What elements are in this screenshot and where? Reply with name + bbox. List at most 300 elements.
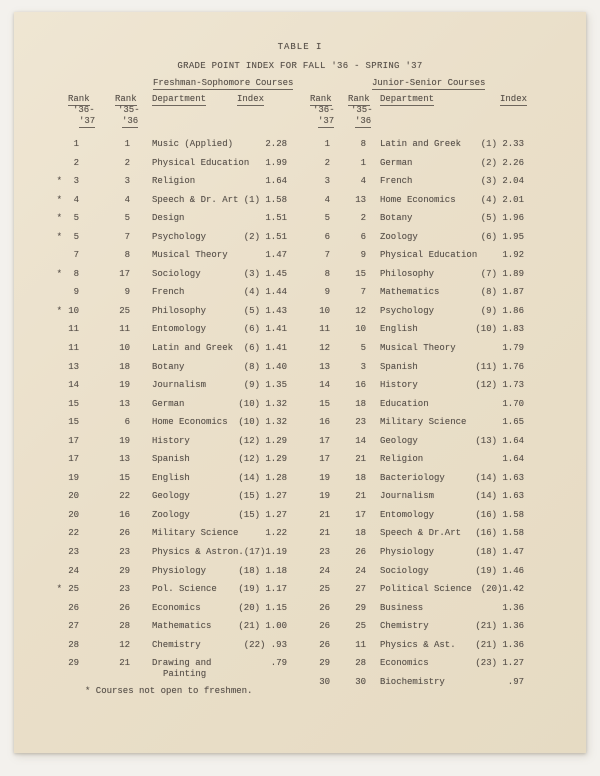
department-name: Latin and Greek (152, 343, 234, 354)
department-name: Chemistry (152, 639, 201, 650)
rank-36-37-cell: 17 (68, 454, 79, 465)
department-cell (152, 362, 184, 373)
index-cell: (2) 2.26 (480, 157, 524, 168)
rank-35-36-cell: 26 (119, 602, 130, 613)
department-cell (152, 566, 206, 577)
table-row (303, 339, 524, 358)
rank-year-subheader: '36- (313, 105, 335, 115)
index-cell: (4) 1.44 (243, 287, 287, 298)
rank-36-37-cell: 23 (319, 547, 330, 558)
index-cell: (6) 1.41 (243, 324, 287, 335)
department-cell (380, 287, 439, 298)
rank-36-37-cell: 26 (319, 639, 330, 650)
department-name: Psychology (380, 305, 435, 316)
rank-35-36-cell: 28 (355, 658, 366, 669)
table-row (303, 209, 524, 228)
department-name: Political Science (380, 584, 472, 595)
rank-35-36-cell: 21 (119, 658, 130, 669)
footnote-marker: * (56, 305, 62, 316)
table-row (303, 562, 524, 581)
department-name: Bacteriology (380, 472, 445, 483)
department-name: Economics (152, 602, 201, 613)
rank-35-36-cell: 18 (355, 398, 366, 409)
rank-35-36-cell: 3 (124, 176, 130, 187)
rank-35-36-cell: 11 (119, 324, 130, 335)
department-name: Home Economics (152, 417, 228, 428)
rank-year-subheader: '37 (318, 116, 335, 126)
rank-year-subheader: '37 (79, 116, 96, 126)
rank-35-36-cell: 6 (124, 417, 130, 428)
rank-36-37-cell: 4 (73, 194, 79, 205)
footnote: * Courses not open to freshmen. (85, 686, 253, 696)
department-cell (380, 547, 434, 558)
rank-36-37-cell: 15 (319, 398, 330, 409)
table-row (53, 283, 287, 302)
department-cell (152, 250, 228, 261)
rank-35-36-cell: 7 (124, 231, 130, 242)
department-name: Business (380, 602, 424, 613)
department-name: German (152, 398, 185, 409)
department-name: Physics & Ast. (380, 639, 456, 650)
department-name: Philosophy (380, 268, 435, 279)
table-row (303, 487, 524, 506)
department-cell (380, 603, 423, 614)
table-row (303, 432, 524, 451)
footnote-marker: * (56, 213, 62, 224)
rank-35-36-cell: 17 (355, 509, 366, 520)
rank-35-36-cell: 24 (355, 565, 366, 576)
department-cell (152, 213, 184, 224)
footnote-marker: * (56, 584, 62, 595)
index-cell: (5) 1.43 (243, 305, 287, 316)
index-cell: (6) 1.95 (480, 231, 524, 242)
department-cell (152, 603, 201, 614)
rank-35-36-cell: 21 (355, 454, 366, 465)
column-header-department: Department (152, 94, 207, 104)
table-row (53, 339, 287, 358)
department-cell (152, 473, 190, 484)
department-cell (380, 584, 472, 595)
department-cell (152, 640, 201, 651)
rank-36-37-cell: 5 (324, 213, 330, 224)
rank-35-36-cell: 17 (119, 268, 130, 279)
rank-36-37-cell: 1 (324, 139, 330, 149)
rank-year-subheader: '36 (355, 116, 372, 126)
rank-36-37-cell: 7 (324, 250, 330, 261)
rank-36-37-cell: 8 (324, 268, 330, 279)
index-cell: (18) 1.47 (475, 547, 524, 558)
department-name: German (380, 157, 413, 168)
table-row (53, 228, 287, 247)
index-cell: (10) 1.32 (238, 398, 287, 409)
department-name: Psychology (152, 231, 207, 242)
department-name: Economics (380, 658, 429, 669)
rank-year-subheader: '36- (73, 105, 95, 115)
rank-35-36-cell: 26 (355, 547, 366, 558)
department-cell (152, 269, 201, 280)
rank-36-37-cell: 19 (319, 472, 330, 483)
index-cell: 2.28 (265, 139, 287, 149)
index-cell: (9) 1.35 (243, 380, 287, 391)
rank-year-subheader: '36 (122, 116, 139, 126)
table-row (303, 617, 524, 636)
rank-36-37-cell: 9 (73, 287, 79, 298)
department-cell (380, 232, 418, 243)
table-row (303, 320, 524, 339)
department-name: Design (152, 213, 185, 224)
footnote-marker: * (56, 176, 62, 187)
department-name: Home Economics (380, 194, 456, 205)
index-cell: .79 (270, 658, 287, 669)
department-cell (152, 491, 190, 502)
index-cell: (13) 1.64 (475, 435, 524, 446)
index-cell: (21) 1.36 (475, 621, 524, 632)
department-name: Sociology (152, 268, 201, 279)
department-name-line2: Painting (163, 669, 207, 680)
index-cell: (18) 1.18 (238, 565, 287, 576)
rank-36-37-cell: 21 (319, 528, 330, 539)
department-cell (152, 195, 238, 206)
index-cell: 1.79 (502, 343, 524, 354)
department-name: Physiology (380, 547, 435, 558)
rank-35-36-cell: 9 (124, 287, 130, 298)
table-row (303, 673, 524, 692)
rank-35-36-cell: 30 (355, 676, 366, 687)
rank-35-36-cell: 3 (360, 361, 366, 372)
section-heading-freshman-sophomore: Freshman-Sophomore Courses (153, 78, 294, 88)
department-cell (380, 528, 461, 539)
rank-36-37-cell: 19 (68, 472, 79, 483)
rank-36-37-cell: 13 (68, 361, 79, 372)
rank-35-36-cell: 5 (360, 343, 366, 354)
rank-36-37-cell: 19 (319, 491, 330, 502)
department-name: Physical Education (152, 157, 250, 168)
table-row (53, 580, 287, 599)
rank-36-37-cell: 8 (73, 268, 79, 279)
index-cell: (6) 1.41 (243, 343, 287, 354)
table-row (53, 376, 287, 395)
rank-36-37-cell: 24 (68, 565, 79, 576)
department-cell (380, 343, 456, 354)
table-row (53, 654, 287, 680)
department-cell (152, 139, 233, 150)
department-name: Geology (152, 491, 190, 502)
rank-35-36-cell: 15 (355, 268, 366, 279)
table-row (53, 302, 287, 321)
rank-35-36-cell: 10 (355, 324, 366, 335)
rank-35-36-cell: 18 (119, 361, 130, 372)
rank-36-37-cell: 27 (68, 621, 79, 632)
index-cell: (16) 1.58 (475, 509, 524, 520)
rank-36-37-cell: 7 (73, 250, 79, 261)
table-row (53, 172, 287, 191)
rank-36-37-cell: 26 (68, 602, 79, 613)
department-name: Latin and Greek (380, 139, 462, 149)
department-cell (152, 584, 217, 595)
department-name: Musical Theory (152, 250, 228, 261)
column-header-rank-35-36: Rank (115, 94, 137, 104)
table-row (53, 135, 287, 154)
department-name: Chemistry (380, 621, 429, 632)
department-name: Spanish (152, 454, 190, 465)
index-cell: (14) 1.28 (238, 472, 287, 483)
rank-35-36-cell: 6 (360, 231, 366, 242)
department-name: History (380, 380, 418, 391)
rank-36-37-cell: 25 (68, 584, 79, 595)
index-cell: (21) 1.36 (475, 639, 524, 650)
department-name: Religion (152, 176, 196, 187)
department-cell (152, 324, 206, 335)
department-name: Military Science (380, 417, 467, 428)
department-name: Speech & Dr. Art (152, 194, 239, 205)
table-row (303, 283, 524, 302)
table-row (53, 543, 287, 562)
department-name: Biochemistry (380, 676, 445, 687)
rank-36-37-cell: 22 (68, 528, 79, 539)
rank-35-36-cell: 12 (119, 639, 130, 650)
table-row (303, 172, 524, 191)
department-cell (380, 139, 461, 150)
index-cell: (8) 1.87 (480, 287, 524, 298)
index-cell: (10) 1.32 (238, 417, 287, 428)
rank-35-36-cell: 18 (355, 472, 366, 483)
junior-senior-table (303, 135, 524, 691)
table-row (53, 487, 287, 506)
table-row (53, 469, 287, 488)
department-name: Botany (152, 361, 185, 372)
footnote-marker: * (56, 231, 62, 242)
department-name: Philosophy (152, 305, 207, 316)
department-name: Physical Education (380, 250, 478, 261)
department-cell (380, 510, 434, 521)
rank-36-37-cell: 1 (73, 139, 79, 149)
department-cell (380, 399, 429, 410)
rank-36-37-cell: 29 (319, 658, 330, 669)
department-cell (380, 176, 412, 187)
department-cell (380, 436, 418, 447)
rank-35-36-cell: 16 (119, 509, 130, 520)
rank-35-36-cell: 14 (355, 435, 366, 446)
index-cell: (12) 1.29 (238, 435, 287, 446)
table-row (303, 599, 524, 618)
table-row (53, 413, 287, 432)
department-cell (152, 380, 206, 391)
rank-36-37-cell: 26 (319, 602, 330, 613)
column-header-index: Index (237, 94, 265, 104)
column-header-rank-36-37: Rank (68, 94, 90, 104)
index-cell: (23) 1.27 (475, 658, 524, 669)
table-row (53, 636, 287, 655)
index-cell: 1.70 (502, 398, 524, 409)
rank-36-37-cell: 5 (73, 231, 79, 242)
rank-35-36-cell: 1 (360, 157, 366, 168)
department-cell (152, 287, 184, 298)
department-cell (380, 250, 477, 261)
table-row (303, 636, 524, 655)
department-name: Spanish (380, 361, 418, 372)
department-cell (380, 640, 456, 651)
table-row (53, 265, 287, 284)
department-name: Entomology (152, 324, 207, 335)
rank-36-37-cell: 23 (68, 547, 79, 558)
index-cell: 1.65 (502, 417, 524, 428)
department-cell (152, 510, 190, 521)
rank-36-37-cell: 28 (68, 639, 79, 650)
table-row (53, 320, 287, 339)
section-heading-junior-senior: Junior-Senior Courses (372, 78, 486, 88)
index-cell: (12) 1.73 (475, 380, 524, 391)
rank-36-37-cell: 3 (324, 176, 330, 187)
rank-36-37-cell: 24 (319, 565, 330, 576)
index-cell: 1.51 (265, 213, 287, 224)
department-name: Zoology (152, 509, 190, 520)
department-name: English (380, 324, 418, 335)
index-cell: (12) 1.29 (238, 454, 287, 465)
rank-35-36-cell: 13 (119, 454, 130, 465)
table-row (303, 469, 524, 488)
index-cell: (22) .93 (243, 639, 287, 650)
table-row (53, 506, 287, 525)
table-row (53, 450, 287, 469)
rank-36-37-cell: 16 (319, 417, 330, 428)
table-row (53, 432, 287, 451)
rank-35-36-cell: 11 (355, 639, 366, 650)
rank-35-36-cell: 4 (360, 176, 366, 187)
index-cell: (20)1.42 (480, 584, 524, 595)
department-cell (380, 473, 445, 484)
department-name: Mathematics (380, 287, 440, 298)
rank-35-36-cell: 19 (119, 435, 130, 446)
rank-36-37-cell: 20 (68, 509, 79, 520)
rank-35-36-cell: 23 (119, 584, 130, 595)
table-row (303, 358, 524, 377)
column-header-rank-36-37: Rank (310, 94, 332, 104)
department-name: Mathematics (152, 621, 212, 632)
rank-36-37-cell: 5 (73, 213, 79, 224)
department-name: Speech & Dr.Art (380, 528, 462, 539)
index-cell: 1.47 (265, 250, 287, 261)
table-row (303, 450, 524, 469)
rank-35-36-cell: 22 (119, 491, 130, 502)
index-cell: (3) 1.45 (243, 268, 287, 279)
department-cell (152, 417, 228, 428)
rank-35-36-cell: 25 (119, 305, 130, 316)
department-name: Journalism (152, 380, 207, 391)
department-name: Pol. Science (152, 584, 217, 595)
rank-35-36-cell: 29 (355, 602, 366, 613)
table-row (53, 191, 287, 210)
department-cell (380, 213, 412, 224)
department-name: Entomology (380, 509, 435, 520)
rank-36-37-cell: 3 (73, 176, 79, 187)
rank-36-37-cell: 15 (68, 417, 79, 428)
rank-36-37-cell: 10 (68, 305, 79, 316)
department-cell (152, 232, 206, 243)
department-cell (380, 417, 466, 428)
department-cell (152, 399, 184, 410)
department-cell (152, 454, 190, 465)
table-row (53, 358, 287, 377)
department-cell (380, 621, 429, 632)
department-name: Education (380, 398, 429, 409)
department-cell (380, 380, 418, 391)
table-row (303, 265, 524, 284)
table-row (303, 191, 524, 210)
department-cell (152, 176, 195, 187)
table-row (303, 580, 524, 599)
rank-year-subheader: '35- (351, 105, 373, 115)
rank-35-36-cell: 5 (124, 213, 130, 224)
rank-36-37-cell: 30 (319, 676, 330, 687)
rank-36-37-cell: 21 (319, 509, 330, 520)
department-cell (380, 491, 434, 502)
rank-35-36-cell: 25 (355, 621, 366, 632)
rank-36-37-cell: 4 (324, 194, 330, 205)
index-cell: (15) 1.27 (238, 491, 287, 502)
rank-36-37-cell: 11 (68, 343, 79, 354)
rank-35-36-cell: 12 (355, 305, 366, 316)
table-row (53, 599, 287, 618)
rank-36-37-cell: 13 (319, 361, 330, 372)
department-name: Physiology (152, 565, 207, 576)
index-cell: 1.19 (265, 547, 287, 558)
department-name: Journalism (380, 491, 435, 502)
rank-36-37-cell: 25 (319, 584, 330, 595)
table-row (303, 135, 524, 154)
column-header-department: Department (380, 94, 435, 104)
index-cell: (1) 1.58 (243, 194, 287, 205)
department-cell (380, 269, 434, 280)
rank-35-36-cell: 2 (360, 213, 366, 224)
document-page (14, 12, 586, 753)
rank-35-36-cell: 27 (355, 584, 366, 595)
index-cell: 1.36 (502, 602, 524, 613)
department-name: Physics & Astron.(17) (152, 547, 266, 558)
rank-35-36-cell: 8 (360, 139, 366, 149)
index-cell: (15) 1.27 (238, 509, 287, 520)
footnote-marker: * (56, 268, 62, 279)
department-name: Geology (380, 435, 418, 446)
rank-35-36-cell: 18 (355, 528, 366, 539)
rank-36-37-cell: 17 (68, 435, 79, 446)
rank-36-37-cell: 14 (319, 380, 330, 391)
department-name: Zoology (380, 231, 418, 242)
department-name: Religion (380, 454, 424, 465)
table-row (303, 228, 524, 247)
index-cell: 1.64 (265, 176, 287, 187)
page-title: GRADE POINT INDEX FOR FALL '36 - SPRING '37 (177, 61, 423, 71)
department-name: French (380, 176, 413, 187)
index-cell: (3) 2.04 (480, 176, 524, 187)
index-cell: (14) 1.63 (475, 472, 524, 483)
department-cell (152, 528, 238, 539)
department-cell (380, 677, 445, 688)
index-cell: 1.64 (502, 454, 524, 465)
department-cell (152, 158, 249, 169)
rank-36-37-cell: 10 (319, 305, 330, 316)
department-cell (152, 306, 206, 317)
rank-36-37-cell: 14 (68, 380, 79, 391)
freshman-sophomore-table (53, 135, 287, 680)
index-cell: (16) 1.58 (475, 528, 524, 539)
department-name: Botany (380, 213, 413, 224)
rank-35-36-cell: 9 (360, 250, 366, 261)
rank-36-37-cell: 11 (68, 324, 79, 335)
department-name: Musical Theory (380, 343, 456, 354)
rank-35-36-cell: 13 (355, 194, 366, 205)
rank-36-37-cell: 15 (68, 398, 79, 409)
rank-35-36-cell: 29 (119, 565, 130, 576)
